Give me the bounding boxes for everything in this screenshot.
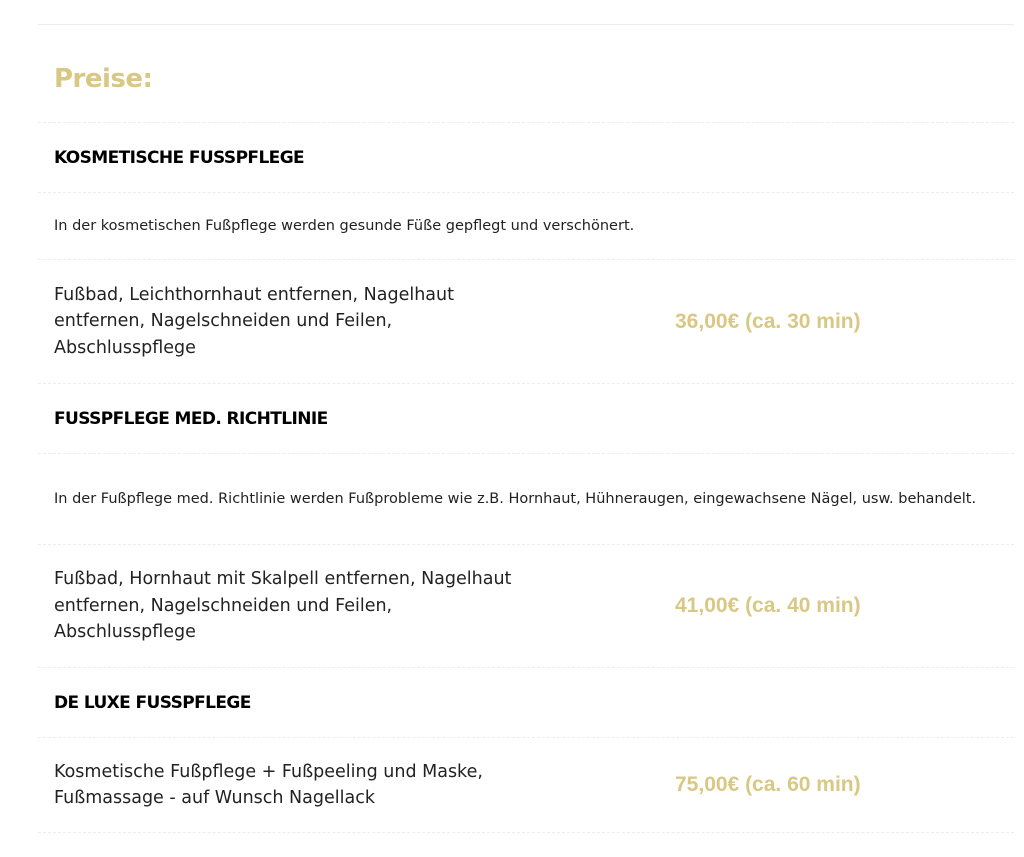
section-heading-de-luxe: DE LUXE FUSSPFLEGE <box>38 667 1014 737</box>
price-row-de-luxe <box>38 737 1014 833</box>
service-description: Fußbad, Hornhaut mit Skalpell entfernen, Nagelhaut entfernen, Nagelschneiden und Feilen, Abschlusspflege <box>54 569 512 643</box>
top-divider <box>38 24 1014 25</box>
page-title: Preise: <box>54 64 153 94</box>
price-value: 41,00€ (ca. 40 min) <box>675 594 861 617</box>
service-description: Fußbad, Leichthornhaut entfernen, Nagelhaut entfernen, Nagelschneiden und Feilen, Abschlusspflege <box>54 284 454 358</box>
section-description-kosmetische: In der kosmetischen Fußpflege werden gesunde Füße gepflegt und verschönert. <box>38 192 1014 259</box>
price-value: 75,00€ (ca. 60 min) <box>675 773 861 796</box>
price-row-kosmetische <box>38 259 1014 383</box>
price-table <box>38 122 1014 833</box>
price-row-med-richtlinie <box>38 544 1014 667</box>
section-description-med-richtlinie: In der Fußpflege med. Richtlinie werden Fußprobleme wie z.B. Hornhaut, Hühneraugen, eingewachsene Nägel, usw. behandelt. <box>38 453 1014 544</box>
service-description: Kosmetische Fußpflege + Fußpeeling und Maske, Fußmassage - auf Wunsch Nagellack <box>54 761 483 808</box>
section-heading-kosmetische: KOSMETISCHE FUSSPFLEGE <box>38 122 1014 192</box>
section-heading-med-richtlinie: FUSSPFLEGE MED. RICHTLINIE <box>38 383 1014 453</box>
price-value: 36,00€ (ca. 30 min) <box>675 309 861 333</box>
